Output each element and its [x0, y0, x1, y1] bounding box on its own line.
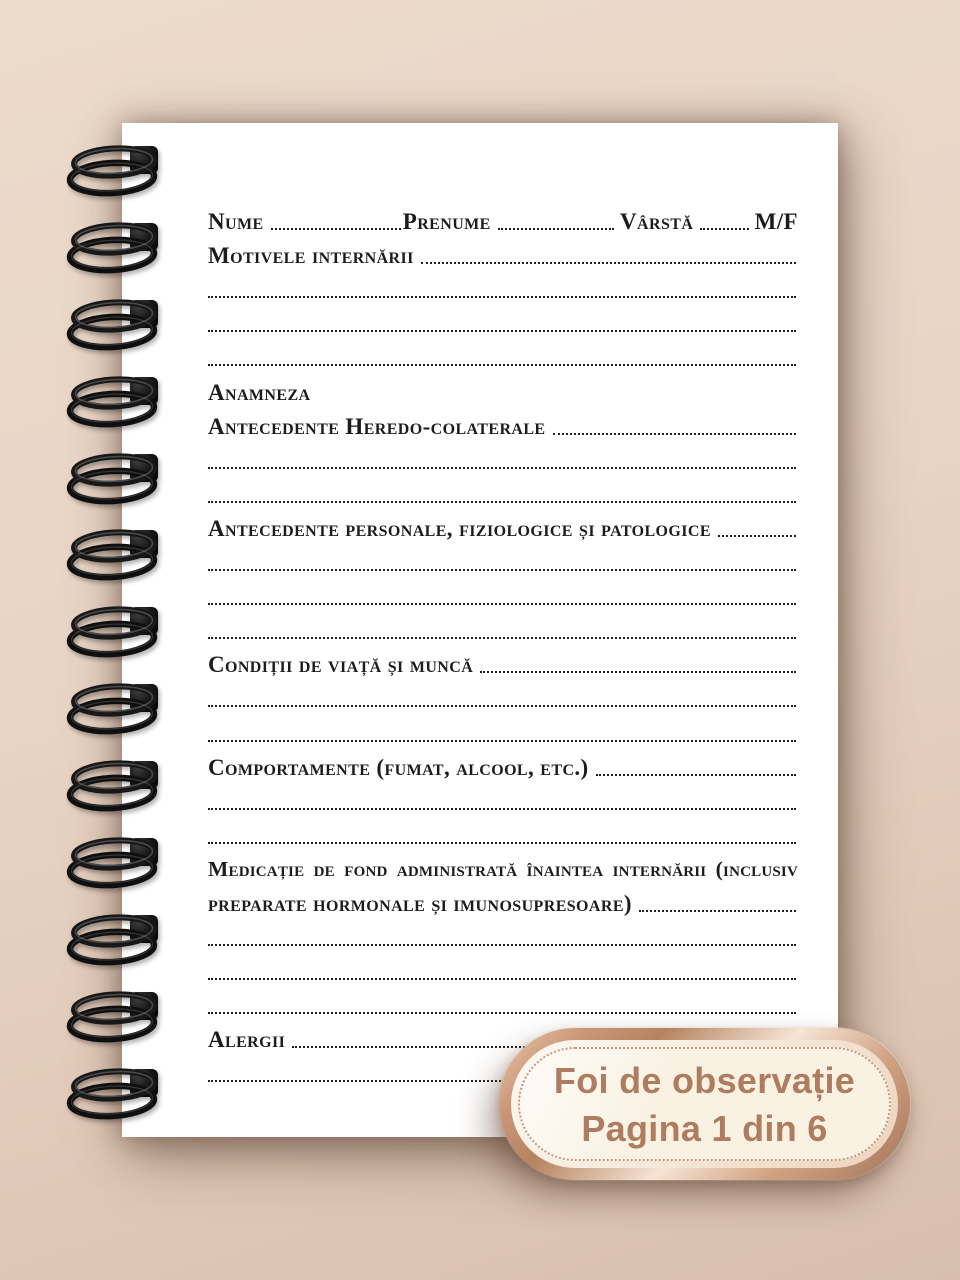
fill-line — [553, 433, 797, 435]
heredo-label: Antecedente Heredo-colaterale — [208, 413, 546, 439]
dotted-line — [208, 467, 796, 469]
medication-label-line1: Medicație de fond administrată înaintea internării (inclusiv — [208, 857, 798, 882]
form-row-comportamente — [208, 745, 798, 779]
fill-line — [639, 910, 796, 912]
form-row-blank — [208, 983, 798, 1017]
form-row-header — [208, 199, 798, 233]
form-row-medicatie-2 — [208, 881, 798, 915]
form-row-blank — [208, 438, 798, 472]
personal-history-label: Antecedente personale, fiziologice și patologice — [208, 515, 711, 541]
form-row-medicatie-1 — [208, 847, 798, 881]
form-row-blank — [208, 710, 798, 744]
age-label: Vârstă — [620, 209, 694, 235]
fill-line — [421, 262, 796, 264]
dotted-line — [208, 569, 796, 571]
form-row-blank — [208, 335, 798, 369]
form-row-motive — [208, 233, 798, 267]
form-row-blank — [208, 540, 798, 574]
page-badge — [499, 1028, 910, 1180]
form-row-blank — [208, 779, 798, 813]
form-row-blank — [208, 915, 798, 949]
dotted-line — [208, 603, 796, 605]
name-label: Nume — [208, 209, 264, 235]
dotted-line — [208, 1012, 796, 1014]
name-fill-line — [271, 228, 401, 230]
dotted-line — [208, 842, 796, 844]
form-row-personale — [208, 506, 798, 540]
dotted-line — [208, 705, 796, 707]
form-row-blank — [208, 574, 798, 608]
dotted-line — [208, 978, 796, 980]
dotted-line — [208, 740, 796, 742]
form-row-blank — [208, 676, 798, 710]
fill-line — [718, 535, 796, 537]
dotted-line — [208, 296, 796, 298]
firstname-fill-line — [498, 228, 614, 230]
fill-line — [480, 671, 796, 673]
form-row-blank — [208, 949, 798, 983]
form-row-heredo — [208, 404, 798, 438]
form-row-blank — [208, 301, 798, 335]
badge-page-info: Pagina 1 din 6 — [581, 1107, 828, 1149]
age-fill-line — [700, 228, 748, 230]
form-row-conditii — [208, 642, 798, 676]
behaviours-label: Comportamente (fumat, alcool, etc.) — [208, 754, 589, 780]
anamnesis-label: Anamneza — [208, 379, 311, 405]
dotted-line — [208, 808, 796, 810]
dotted-line — [208, 944, 796, 946]
badge-title: Foi de observație — [553, 1059, 856, 1101]
firstname-label: Prenume — [402, 209, 491, 235]
observation-form — [122, 123, 838, 1137]
spiral-binding-icon — [66, 138, 170, 1138]
badge-highlight-ring — [511, 1040, 898, 1168]
form-row-blank — [208, 813, 798, 847]
admission-reasons-label: Motivele internării — [208, 243, 414, 269]
sex-label: M/F — [754, 209, 799, 235]
form-row-anamneza — [208, 369, 798, 403]
allergies-label: Alergii — [208, 1027, 286, 1053]
form-row-blank — [208, 267, 798, 301]
form-row-blank — [208, 608, 798, 642]
dotted-line — [208, 637, 796, 639]
living-conditions-label: Condiții de viață și muncă — [208, 652, 474, 678]
badge-face — [518, 1047, 891, 1161]
dotted-line — [208, 364, 796, 366]
medication-label-line2: preparate hormonale și imunosupresoare) — [208, 890, 632, 916]
dotted-line — [208, 501, 796, 503]
dotted-line — [208, 330, 796, 332]
fill-line — [596, 774, 796, 776]
form-row-blank — [208, 472, 798, 506]
